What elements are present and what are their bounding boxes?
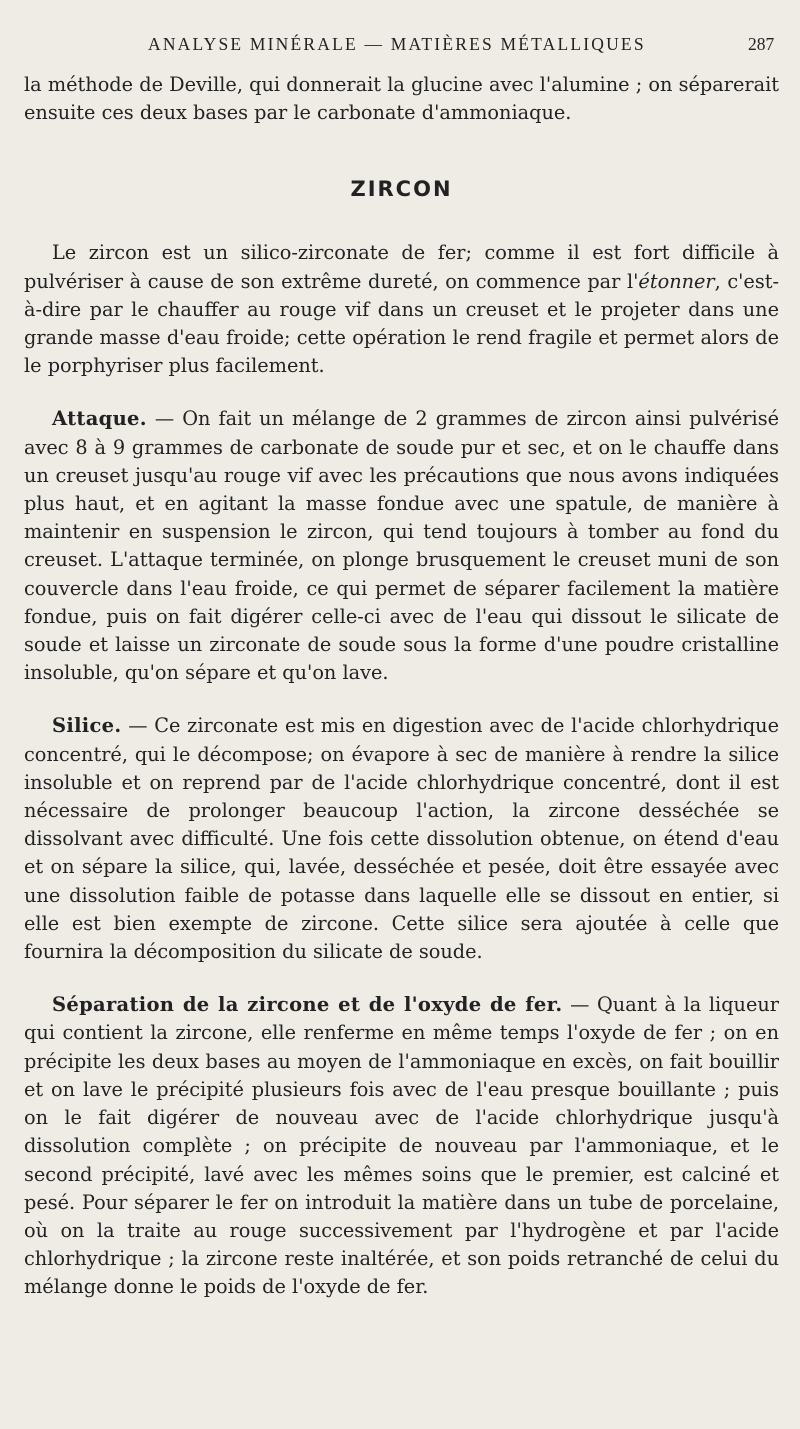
zircon-emphasis: étonner (638, 269, 715, 293)
separation-heading: Séparation de la zircone et de l'oxyde de fer. (52, 993, 563, 1017)
zircon-paragraph (24, 239, 779, 380)
separation-text: — Quant à la liqueur qui contient la zircone, elle renferme en même temps l'oxyde de fer ; on en précipite les deux bases au moyen de l'ammoniaque en excès, on fait bouillir et on lave le précipité plusieurs fois avec de l'eau presque bouillante ; puis on le fait digérer de nouveau avec de l'acide chlorhydrique jusqu'à dissolution complète ; on précipite de nouveau par l'ammoniaque, et le second précipité, lavé avec les mêmes soins que le premier, est calciné et pesé. Pour séparer le fer on introduit la matière dans un tube de porcelaine, où on la traite au rouge successivement par l'hydrogène et par l'acide chlorhydrique ; la zircone reste inaltérée, et son poids retranché de celui du mélange donne le poids de l'oxyde de fer. (24, 993, 780, 1299)
intro-paragraph: la méthode de Deville, qui donnerait la glucine avec l'alumine ; on séparerait ensuite ces deux bases par le carbonate d'ammoniaque. (24, 73, 779, 125)
attaque-paragraph (24, 405, 779, 687)
zircon-text-after: , c'est-à-dire par le chauffer au rouge vif dans un creuset et le projeter dans une grande masse d'eau froide; cette opération le rend fragile et permet alors de le porphyriser plus facilement. (24, 269, 780, 378)
silice-paragraph (24, 712, 779, 966)
silice-text: — Ce zirconate est mis en digestion avec de l'acide chlorhydrique concentré, qui le décompose; on évapore à sec de manière à rendre la silice insoluble et on reprend par de l'acide chlorhydrique concentré, dont il est nécessaire de prolonger beaucoup l'action, la zircone desséchée se dissolvant avec difficulté. Une fois cette dissolution obtenue, on étend d'eau et on sépare la silice, qui, lavée, desséchée et pesée, doit être essayée avec une dissolution faible de potasse dans laquelle elle se dissout en entier, si elle est bien exempte de zircone. Cette silice sera ajoutée à celle que fournira la décomposition du silicate de soude. (24, 714, 779, 964)
separation-paragraph (24, 991, 779, 1301)
zircon-text-before: Le zircon est un silico-zirconate de fer; comme il est fort difficile à pulvériser à cause de son extrême dureté, on commence par l' (24, 241, 779, 293)
page-number: 287 (748, 34, 775, 54)
silice-heading: Silice. (52, 714, 122, 738)
page-body (24, 71, 779, 1302)
running-head (0, 34, 800, 58)
running-title: ANALYSE MINÉRALE — MATIÈRES MÉTALLIQUES (148, 34, 646, 54)
attaque-text: — On fait un mélange de 2 grammes de zircon ainsi pulvérisé avec 8 à 9 grammes de carbonate de soude pur et sec, et on le chauffe dans un creuset jusqu'au rouge vif avec les précautions que nous avons indiquées plus haut, et en agitant la masse fondue avec une spatule, de manière à maintenir en suspension le zircon, qui tend toujours à tomber au fond du creuset. L'attaque terminée, on plonge brusquement le creuset muni de son couvercle dans l'eau froide, ce qui permet de séparer facilement la matière fondue, puis on fait digérer celle-ci avec de l'eau qui dissout le silicate de soude et laisse un zirconate de soude sous la forme d'une poudre cristalline insoluble, qu'on sépare et qu'on lave. (24, 407, 779, 685)
attaque-heading: Attaque. (52, 407, 147, 431)
section-title: ZIRCON (350, 177, 453, 202)
